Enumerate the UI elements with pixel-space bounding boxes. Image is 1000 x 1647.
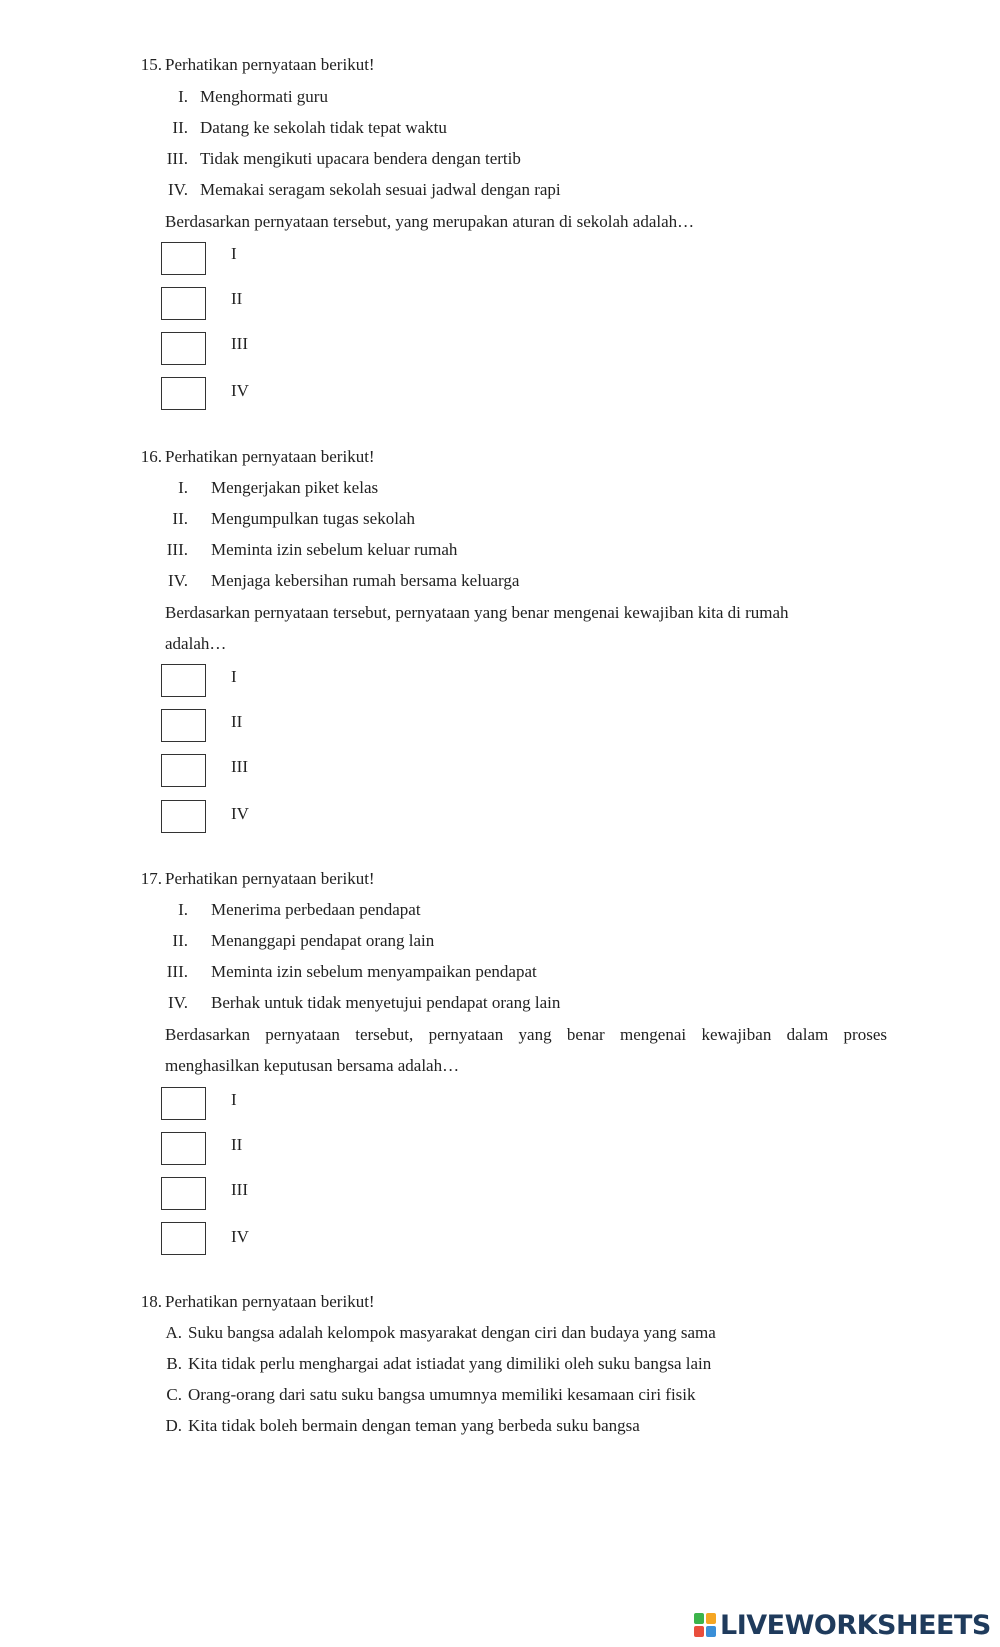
question-prompt: Perhatikan pernyataan berikut! — [165, 55, 375, 74]
choice-letter: D. — [165, 1416, 182, 1435]
logo-square-blue — [706, 1626, 716, 1637]
statement-text: Menerima perbedaan pendapat — [211, 900, 421, 919]
question-number: 16. — [140, 447, 162, 466]
choice-text: Orang-orang dari satu suku bangsa umumnya memiliki kesamaan ciri fisik — [188, 1385, 696, 1404]
statement-numeral: IV. — [168, 993, 188, 1012]
statement-numeral: III. — [166, 149, 188, 168]
statement-text: Tidak mengikuti upacara bendera dengan tertib — [200, 149, 521, 168]
statement-text: Meminta izin sebelum menyampaikan pendapat — [211, 962, 537, 981]
choice-letter: B. — [166, 1354, 182, 1373]
answer-checkbox-IV[interactable] — [161, 1222, 206, 1255]
choice-letter: A. — [165, 1323, 182, 1342]
option-label: III — [231, 334, 248, 353]
answer-checkbox-I[interactable] — [161, 664, 206, 697]
statement-text: Mengerjakan piket kelas — [211, 478, 379, 497]
choice-text: Kita tidak perlu menghargai adat istiadat yang dimiliki oleh suku bangsa lain — [188, 1354, 712, 1373]
option-label: IV — [231, 804, 249, 823]
question-text: Berdasarkan pernyataan tersebut, pernyataan yang benar mengenai kewajiban kita di rumah — [165, 603, 789, 622]
liveworksheets-logo — [694, 1610, 991, 1640]
answer-checkbox-III[interactable] — [161, 1177, 206, 1210]
statement-numeral: IV. — [168, 180, 188, 199]
statement-numeral: I. — [178, 900, 188, 919]
statement-numeral: III. — [166, 962, 188, 981]
answer-checkbox-I[interactable] — [161, 242, 206, 275]
question-number: 17. — [140, 869, 162, 888]
statement-numeral: I. — [178, 87, 188, 106]
question-prompt: Perhatikan pernyataan berikut! — [165, 1292, 375, 1311]
choice-letter: C. — [166, 1385, 182, 1404]
answer-checkbox-I[interactable] — [161, 1087, 206, 1120]
answer-checkbox-III[interactable] — [161, 754, 206, 787]
option-label: II — [231, 289, 243, 308]
question-number: 18. — [140, 1292, 162, 1311]
statement-text: Berhak untuk tidak menyetujui pendapat orang lain — [211, 993, 561, 1012]
option-label: I — [231, 667, 237, 686]
question-prompt: Perhatikan pernyataan berikut! — [165, 447, 375, 466]
logo-wordmark: LIVEWORKSHEETS — [720, 1609, 991, 1641]
choice-text: Suku bangsa adalah kelompok masyarakat dengan ciri dan budaya yang sama — [188, 1323, 716, 1342]
statement-numeral: II. — [172, 509, 188, 528]
liveworksheets-logo-icon — [694, 1613, 716, 1637]
answer-checkbox-IV[interactable] — [161, 800, 206, 833]
answer-checkbox-III[interactable] — [161, 332, 206, 365]
question-text: menghasilkan keputusan bersama adalah… — [165, 1056, 460, 1075]
statement-numeral: II. — [172, 118, 188, 137]
question-text: Berdasarkan pernyataan tersebut, yang merupakan aturan di sekolah adalah… — [165, 212, 695, 231]
answer-checkbox-II[interactable] — [161, 1132, 206, 1165]
logo-square-red — [694, 1626, 704, 1637]
option-label: III — [231, 757, 248, 776]
option-label: II — [231, 1135, 243, 1154]
statement-text: Menanggapi pendapat orang lain — [211, 931, 435, 950]
statement-numeral: III. — [166, 540, 188, 559]
option-label: IV — [231, 1227, 249, 1246]
statement-numeral: IV. — [168, 571, 188, 590]
question-text: Berdasarkan pernyataan tersebut, pernyataan yang benar mengenai kewajiban dalam proses — [165, 1025, 887, 1044]
statement-numeral: II. — [172, 931, 188, 950]
option-label: I — [231, 244, 237, 263]
logo-square-green — [694, 1613, 704, 1624]
statement-text: Memakai seragam sekolah sesuai jadwal dengan rapi — [200, 180, 561, 199]
question-text: adalah… — [165, 634, 227, 653]
statement-numeral: I. — [178, 478, 188, 497]
statement-text: Menghormati guru — [200, 87, 328, 106]
question-number: 15. — [140, 55, 162, 74]
statement-text: Mengumpulkan tugas sekolah — [211, 509, 415, 528]
answer-checkbox-II[interactable] — [161, 709, 206, 742]
question-prompt: Perhatikan pernyataan berikut! — [165, 869, 375, 888]
statement-text: Menjaga kebersihan rumah bersama keluarga — [211, 571, 520, 590]
option-label: III — [231, 1180, 248, 1199]
option-label: I — [231, 1090, 237, 1109]
answer-checkbox-IV[interactable] — [161, 377, 206, 410]
statement-text: Meminta izin sebelum keluar rumah — [211, 540, 458, 559]
logo-square-orange — [706, 1613, 716, 1624]
answer-checkbox-II[interactable] — [161, 287, 206, 320]
option-label: IV — [231, 381, 249, 400]
option-label: II — [231, 712, 243, 731]
choice-text: Kita tidak boleh bermain dengan teman yang berbeda suku bangsa — [188, 1416, 640, 1435]
statement-text: Datang ke sekolah tidak tepat waktu — [200, 118, 447, 137]
